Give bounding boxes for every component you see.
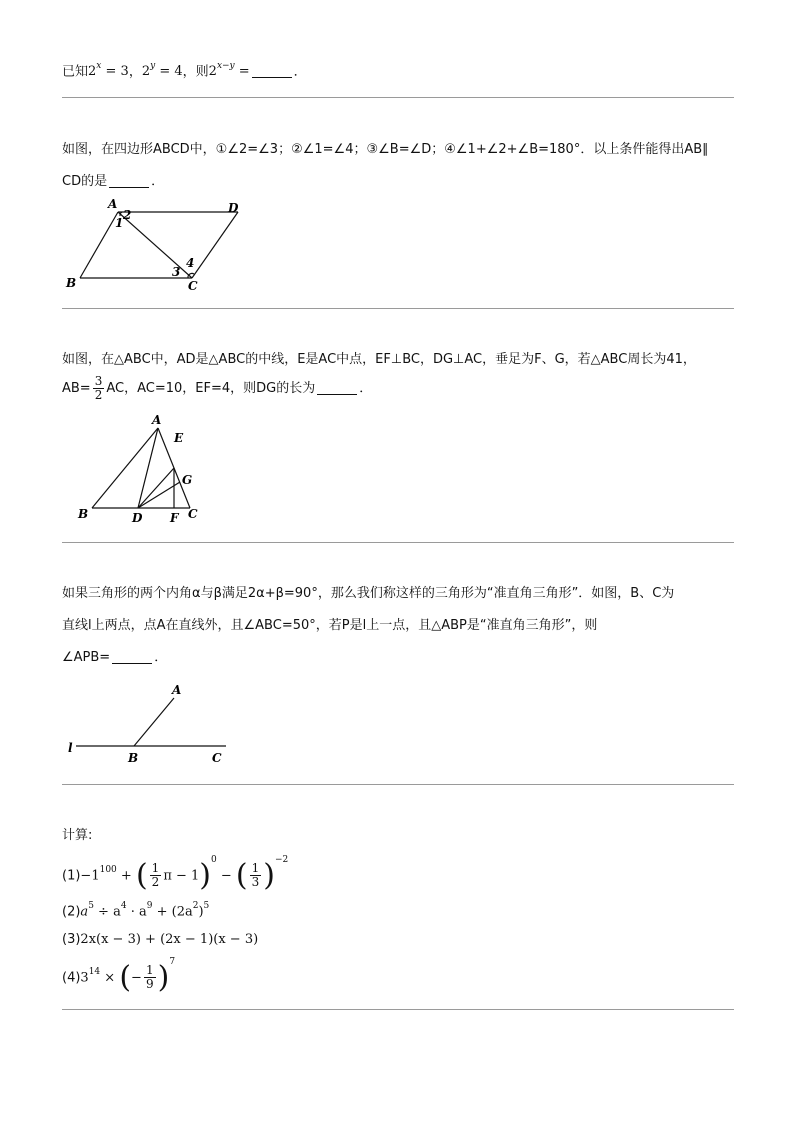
p1-sup0: 0 [211,855,217,865]
q1-m1-eq: = 3 [101,64,129,80]
label-A: A [172,683,182,697]
p2-c: · a [126,904,147,920]
frac-num: 1 [151,861,160,876]
paren-close: ) [157,959,170,995]
answer-blank[interactable] [252,63,292,78]
q1-sep2: ，则 [182,64,209,80]
label-F: F [170,511,179,525]
q1-sep1: ， [128,64,142,80]
frac-num: 1 [251,861,260,876]
q1-m2-eq: = 4 [155,64,183,80]
q4-line3 [62,648,167,668]
q1-line [62,58,307,82]
fraction [93,375,105,402]
label-1: 1 [115,216,124,230]
label-C: C [212,751,222,765]
label-3: 3 [172,265,181,279]
q2-text: CD的是 [62,174,108,189]
q1-m2-sup: y [150,61,156,71]
divider [62,308,734,309]
q5-part3 [62,930,258,950]
q3-text-a: AB= [62,381,91,396]
divider [62,1009,734,1010]
label-4: 4 [186,256,195,270]
answer-blank[interactable] [317,380,357,395]
frac-den: 3 [251,875,260,890]
q2-end: ． [151,174,165,189]
q3-text-b: AC，AC=10，EF=4，则DG的长为 [106,381,316,396]
label-G: G [182,473,193,487]
label-B: B [66,276,77,290]
paren-open: ( [135,857,148,893]
label-B: B [128,751,139,765]
p3-expr: 2x(x − 3) + (2x − 1)(x − 3) [80,932,259,947]
p2-s4: 2 [192,901,199,911]
q2-figure [60,196,260,296]
divider [62,784,734,785]
q2-line2 [62,172,164,192]
fraction [150,862,162,889]
p2-d: + [152,904,172,920]
p4-a: 3 [80,970,89,986]
q5-part2 [62,898,209,922]
divider [62,542,734,543]
fraction [250,862,262,889]
q3-line2 [62,374,372,404]
p2-s2: 4 [120,901,127,911]
q4-line2: 直线l上两点，点A在直线外，且∠ABC=50°，若P是l上一点，且△ABP是“准直角三角形”，则 [62,618,598,633]
q1-m3: 2 [208,64,217,80]
part-label: (4) [62,970,81,986]
paren-open: ( [235,857,248,893]
p2-f: ) [198,904,204,920]
fraction [144,964,156,991]
p1-d: − [216,868,236,884]
q1-m3-eq: = [234,64,250,80]
label-A: A [152,413,162,427]
p1-a-sup: 100 [99,865,117,875]
frac-num: 1 [145,963,154,978]
p4-s2: 7 [169,957,176,967]
answer-blank[interactable] [112,649,152,664]
divider [62,97,734,98]
q5-part4 [62,954,175,998]
q1-end: ． [293,64,307,80]
q1-m1-sup: x [96,61,102,71]
frac-num: 3 [94,374,103,388]
q3-figure [74,412,214,530]
p1-c: π − 1 [163,868,200,884]
frac-den: 2 [151,875,160,890]
p1-a: −1 [80,868,100,884]
part-label: (3) [62,932,81,947]
q1-m3-sup: x−y [216,61,235,71]
frac-den: 2 [94,388,103,402]
label-B: B [78,507,89,521]
q4-line1: 如果三角形的两个内角α与β满足2α+β=90°，那么我们称这样的三角形为“准直角三角形”．如图，B、C为 [62,586,675,601]
label-A: A [108,197,118,211]
paren-close: ) [199,857,212,893]
label-2: 2 [123,208,132,222]
label-l: l [68,741,73,755]
paren-open: ( [119,959,132,995]
label-D: D [132,511,143,525]
label-D: D [228,201,239,215]
label-C: C [188,279,198,293]
p1-sup2: −2 [275,855,289,865]
q2-line1: 如图，在四边形ABCD中，①∠2=∠3；②∠1=∠4；③∠B=∠D；④∠1+∠2+∠B=180°．以上条件能得出AB∥ [62,142,709,157]
q4-text: ∠APB= [62,650,111,665]
p2-s3: 9 [146,901,153,911]
label-E: E [174,431,184,445]
q4-figure [64,680,244,768]
q1-text: 已知 [62,64,89,80]
q1-m1: 2 [88,64,97,80]
q3-end: ． [359,381,373,396]
q5-part1 [62,852,288,896]
p4-b: × [100,970,120,986]
q5-title: 计算: [62,828,93,843]
answer-blank[interactable] [109,173,149,188]
p2-s5: 5 [203,901,210,911]
frac-den: 9 [145,977,154,992]
p4-s1: 14 [88,967,101,977]
q3-line1: 如图，在△ABC中，AD是△ABC的中线，E是AC中点，EF⊥BC，DG⊥AC，垂足为F、G，若△ABC周长为41， [62,352,696,367]
p4-minus: − [131,970,142,986]
q4-end: ． [154,650,168,665]
paren-close: ) [263,857,275,893]
p2-b: ÷ a [93,904,121,920]
q1-m2: 2 [141,64,151,80]
part-label: (2) [62,904,81,920]
part-label: (1) [62,868,81,884]
p2-e: (2a [171,904,193,920]
p2-s1: 5 [88,901,94,911]
p2-a: a [80,904,89,920]
label-C: C [188,507,198,521]
p1-b: + [116,868,136,884]
